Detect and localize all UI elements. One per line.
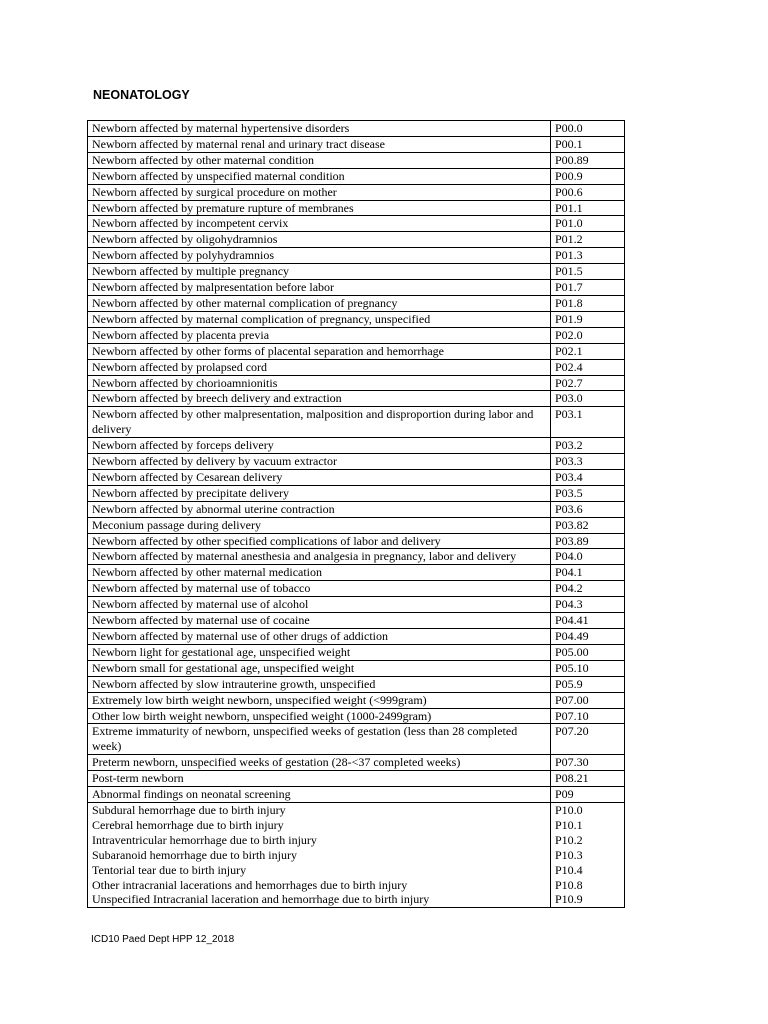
diagnosis-description: Newborn affected by placenta previa — [88, 327, 551, 343]
icd10-code: P03.1 — [551, 407, 625, 438]
diagnosis-description: Newborn affected by precipitate delivery — [88, 485, 551, 501]
diagnosis-description: Newborn affected by other maternal condition — [88, 152, 551, 168]
table-row — [88, 644, 625, 660]
table-row — [88, 136, 625, 152]
diagnosis-description: Newborn affected by Cesarean delivery — [88, 469, 551, 485]
icd10-code: P00.9 — [551, 168, 625, 184]
table-row — [88, 232, 625, 248]
diagnosis-description: Subdural hemorrhage due to birth injury — [88, 802, 551, 817]
icd10-code: P03.4 — [551, 469, 625, 485]
diagnosis-description: Extreme immaturity of newborn, unspecified weeks of gestation (less than 28 completed week) — [88, 724, 551, 755]
table-row — [88, 391, 625, 407]
table-row — [88, 200, 625, 216]
icd10-code: P04.1 — [551, 565, 625, 581]
icd10-code: P03.82 — [551, 517, 625, 533]
diagnosis-description: Newborn affected by forceps delivery — [88, 438, 551, 454]
diagnosis-description: Newborn affected by maternal use of other drugs of addiction — [88, 629, 551, 645]
diagnosis-description: Newborn small for gestational age, unspecified weight — [88, 660, 551, 676]
table-row — [88, 581, 625, 597]
icd10-code: P07.30 — [551, 755, 625, 771]
icd10-code: P04.49 — [551, 629, 625, 645]
table-row — [88, 724, 625, 755]
table-row — [88, 295, 625, 311]
diagnosis-description: Newborn affected by multiple pregnancy — [88, 264, 551, 280]
table-row — [88, 311, 625, 327]
table-row — [88, 485, 625, 501]
table-row — [88, 517, 625, 533]
icd10-code: P00.0 — [551, 121, 625, 137]
diagnosis-description: Cerebral hemorrhage due to birth injury — [88, 818, 551, 833]
icd10-code: P01.8 — [551, 295, 625, 311]
diagnosis-description: Newborn affected by incompetent cervix — [88, 216, 551, 232]
table-row — [88, 787, 625, 803]
diagnosis-description: Newborn affected by abnormal uterine contraction — [88, 501, 551, 517]
diagnosis-description: Newborn affected by slow intrauterine growth, unspecified — [88, 676, 551, 692]
table-row — [88, 407, 625, 438]
icd10-code-table — [87, 120, 625, 908]
icd10-code: P07.00 — [551, 692, 625, 708]
table-row — [88, 613, 625, 629]
diagnosis-description: Newborn affected by maternal renal and urinary tract disease — [88, 136, 551, 152]
icd10-code: P05.10 — [551, 660, 625, 676]
diagnosis-description: Post-term newborn — [88, 771, 551, 787]
table-row — [88, 660, 625, 676]
diagnosis-description: Abnormal findings on neonatal screening — [88, 787, 551, 803]
diagnosis-description: Newborn affected by other specified complications of labor and delivery — [88, 533, 551, 549]
table-row — [88, 755, 625, 771]
table-row — [88, 343, 625, 359]
table-row — [88, 168, 625, 184]
icd10-code: P10.1 — [551, 818, 625, 833]
page-title: NEONATOLOGY — [93, 88, 190, 102]
table-row — [88, 878, 625, 893]
table-row — [88, 565, 625, 581]
table-row — [88, 121, 625, 137]
table-row — [88, 184, 625, 200]
table-row — [88, 454, 625, 470]
icd10-code: P02.1 — [551, 343, 625, 359]
table-body — [88, 121, 625, 908]
table-row — [88, 692, 625, 708]
table-row — [88, 708, 625, 724]
diagnosis-description: Tentorial tear due to birth injury — [88, 863, 551, 878]
icd10-code: P01.5 — [551, 264, 625, 280]
diagnosis-description: Newborn affected by other forms of placental separation and hemorrhage — [88, 343, 551, 359]
table-row — [88, 359, 625, 375]
table-row — [88, 327, 625, 343]
diagnosis-description: Newborn affected by other maternal medication — [88, 565, 551, 581]
table-row — [88, 833, 625, 848]
diagnosis-description: Newborn affected by unspecified maternal condition — [88, 168, 551, 184]
icd10-code: P00.1 — [551, 136, 625, 152]
icd10-code: P04.41 — [551, 613, 625, 629]
table-row — [88, 848, 625, 863]
icd10-code: P08.21 — [551, 771, 625, 787]
icd10-code: P00.6 — [551, 184, 625, 200]
icd10-code: P07.20 — [551, 724, 625, 755]
icd10-code: P03.0 — [551, 391, 625, 407]
icd10-code: P10.8 — [551, 878, 625, 893]
icd10-code: P10.4 — [551, 863, 625, 878]
diagnosis-description: Newborn affected by prolapsed cord — [88, 359, 551, 375]
icd10-code: P03.6 — [551, 501, 625, 517]
diagnosis-description: Newborn affected by maternal use of cocaine — [88, 613, 551, 629]
diagnosis-description: Unspecified Intracranial laceration and hemorrhage due to birth injury — [88, 892, 551, 907]
diagnosis-description: Newborn affected by maternal hypertensive disorders — [88, 121, 551, 137]
diagnosis-description: Newborn affected by premature rupture of membranes — [88, 200, 551, 216]
icd10-code: P01.9 — [551, 311, 625, 327]
diagnosis-description: Intraventricular hemorrhage due to birth injury — [88, 833, 551, 848]
diagnosis-description: Extremely low birth weight newborn, unspecified weight (<999gram) — [88, 692, 551, 708]
diagnosis-description: Newborn affected by maternal use of alcohol — [88, 597, 551, 613]
diagnosis-description: Newborn affected by malpresentation before labor — [88, 280, 551, 296]
diagnosis-description: Preterm newborn, unspecified weeks of gestation (28-<37 completed weeks) — [88, 755, 551, 771]
diagnosis-description: Other low birth weight newborn, unspecified weight (1000-2499gram) — [88, 708, 551, 724]
icd10-code: P01.2 — [551, 232, 625, 248]
icd10-code: P04.0 — [551, 549, 625, 565]
table-row — [88, 264, 625, 280]
table-row — [88, 676, 625, 692]
icd10-code: P02.4 — [551, 359, 625, 375]
diagnosis-description: Newborn affected by maternal use of tobacco — [88, 581, 551, 597]
diagnosis-description: Meconium passage during delivery — [88, 517, 551, 533]
icd10-code: P00.89 — [551, 152, 625, 168]
diagnosis-description: Newborn affected by maternal complication of pregnancy, unspecified — [88, 311, 551, 327]
table-row — [88, 863, 625, 878]
table-row — [88, 892, 625, 907]
icd10-code: P01.0 — [551, 216, 625, 232]
table-row — [88, 802, 625, 817]
icd10-code: P07.10 — [551, 708, 625, 724]
icd10-code: P05.9 — [551, 676, 625, 692]
table-row — [88, 280, 625, 296]
icd10-code: P10.9 — [551, 892, 625, 907]
icd10-code: P10.0 — [551, 802, 625, 817]
icd10-code: P01.3 — [551, 248, 625, 264]
icd10-code: P03.3 — [551, 454, 625, 470]
diagnosis-description: Newborn affected by surgical procedure on mother — [88, 184, 551, 200]
table-row — [88, 549, 625, 565]
table-row — [88, 597, 625, 613]
icd10-code: P03.89 — [551, 533, 625, 549]
table-row — [88, 216, 625, 232]
table-row — [88, 771, 625, 787]
icd10-code: P01.7 — [551, 280, 625, 296]
page-footer: ICD10 Paed Dept HPP 12_2018 — [91, 934, 235, 945]
icd10-code: P01.1 — [551, 200, 625, 216]
table-row — [88, 438, 625, 454]
diagnosis-description: Newborn affected by oligohydramnios — [88, 232, 551, 248]
icd10-code: P04.2 — [551, 581, 625, 597]
icd10-code: P09 — [551, 787, 625, 803]
diagnosis-description: Newborn affected by maternal anesthesia and analgesia in pregnancy, labor and delivery — [88, 549, 551, 565]
icd10-code: P04.3 — [551, 597, 625, 613]
table-row — [88, 248, 625, 264]
icd10-code: P05.00 — [551, 644, 625, 660]
table-row — [88, 629, 625, 645]
table-row — [88, 501, 625, 517]
diagnosis-description: Newborn affected by chorioamnionitis — [88, 375, 551, 391]
diagnosis-description: Newborn affected by polyhydramnios — [88, 248, 551, 264]
icd10-code: P03.5 — [551, 485, 625, 501]
diagnosis-description: Newborn affected by other malpresentation, malposition and disproportion during labor and delivery — [88, 407, 551, 438]
icd10-code: P10.2 — [551, 833, 625, 848]
diagnosis-description: Subaranoid hemorrhage due to birth injury — [88, 848, 551, 863]
table-row — [88, 533, 625, 549]
icd10-code: P03.2 — [551, 438, 625, 454]
table-row — [88, 152, 625, 168]
table-row — [88, 818, 625, 833]
table-row — [88, 375, 625, 391]
icd10-code: P02.0 — [551, 327, 625, 343]
diagnosis-description: Newborn affected by breech delivery and extraction — [88, 391, 551, 407]
icd10-code: P10.3 — [551, 848, 625, 863]
diagnosis-description: Newborn affected by other maternal complication of pregnancy — [88, 295, 551, 311]
table-row — [88, 469, 625, 485]
diagnosis-description: Newborn light for gestational age, unspecified weight — [88, 644, 551, 660]
icd10-code: P02.7 — [551, 375, 625, 391]
diagnosis-description: Other intracranial lacerations and hemorrhages due to birth injury — [88, 878, 551, 893]
diagnosis-description: Newborn affected by delivery by vacuum extractor — [88, 454, 551, 470]
